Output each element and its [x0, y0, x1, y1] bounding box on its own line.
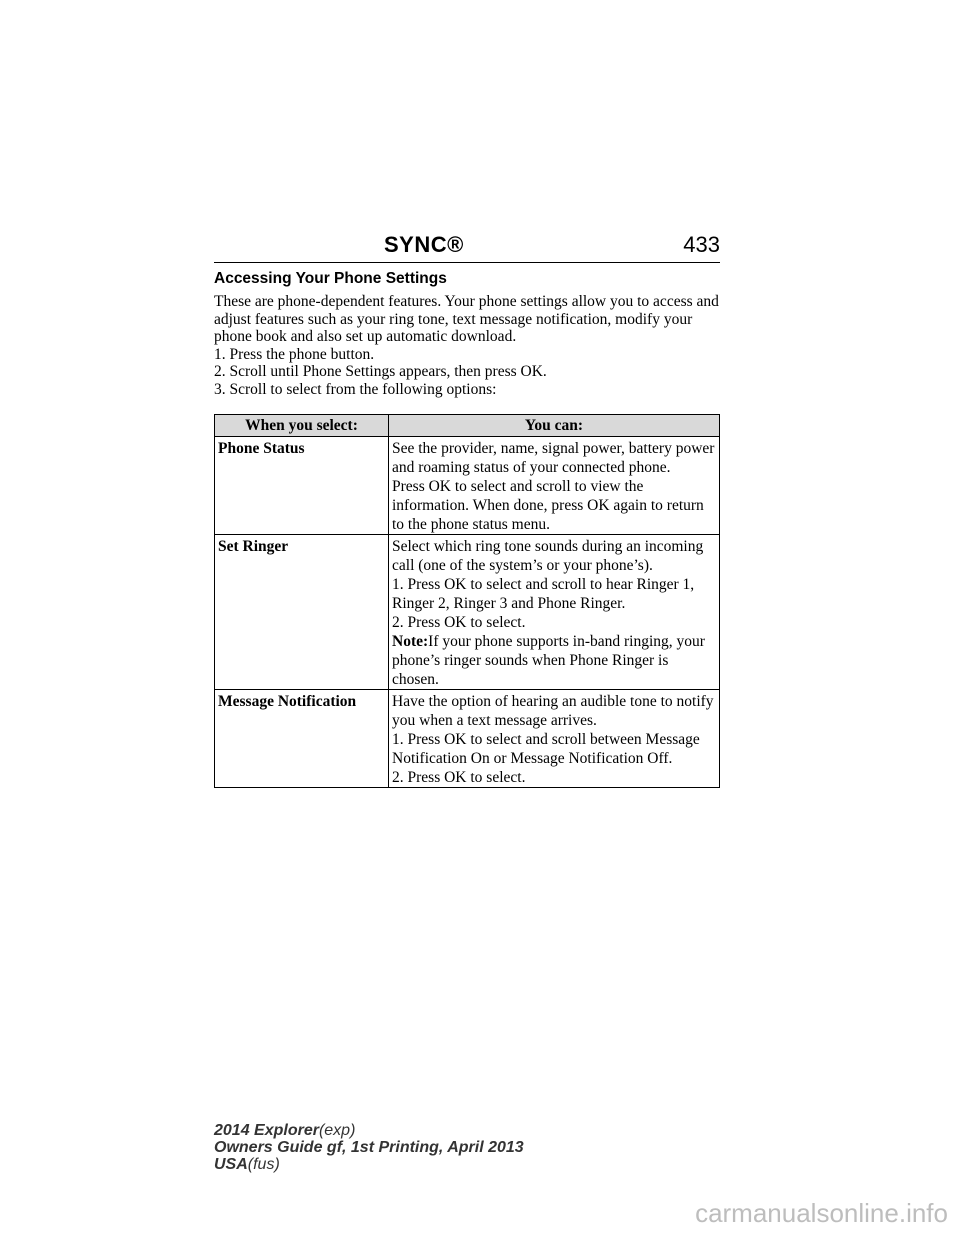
option-name: Message Notification [215, 690, 389, 788]
description-line: Select which ring tone sounds during an incoming call (one of the system’s or your phone’s). [392, 538, 704, 574]
footer-market: USA [214, 1156, 248, 1173]
description-line: 1. Press OK to select and scroll between Message Notification On or Message Notification Off. [392, 731, 700, 767]
option-name: Phone Status [215, 437, 389, 535]
description-line: Press OK to select and scroll to view the information. When done, press OK again to return to the phone status menu. [392, 478, 704, 533]
step-2: 2. Scroll until Phone Settings appears, then press OK. [214, 363, 547, 381]
intro-paragraph: These are phone-dependent features. Your phone settings allow you to access and adjust features such as your ring tone, text message notification, modify your phone book and also set up automatic download. [214, 293, 719, 346]
description-line: See the provider, name, signal power, battery power and roaming status of your connected phone. [392, 440, 715, 476]
table-row-set-ringer [215, 535, 720, 690]
column-header-select: When you select: [215, 415, 389, 437]
page-header [214, 232, 720, 263]
note-text: If your phone supports in-band ringing, your phone’s ringer sounds when Phone Ringer is chosen. [392, 633, 705, 688]
table-row-phone-status [215, 437, 720, 535]
page-title: SYNC® [384, 232, 464, 257]
footer-market-code: (fus) [247, 1156, 280, 1173]
description-line: 2. Press OK to select. [392, 769, 526, 786]
step-1: 1. Press the phone button. [214, 345, 375, 363]
option-description [389, 690, 720, 788]
intro-text [214, 293, 724, 399]
footer-line-3 [214, 1156, 524, 1173]
description-line: 2. Press OK to select. [392, 614, 526, 631]
footer-model: 2014 Explorer [214, 1122, 319, 1139]
column-header-can: You can: [389, 415, 720, 437]
watermark: carmanualsonline.info [695, 1198, 948, 1228]
footer-line-1 [214, 1122, 524, 1139]
table-row-message-notification [215, 690, 720, 788]
description-line: Have the option of hearing an audible tone to notify you when a text message arrives. [392, 693, 714, 729]
option-description [389, 535, 720, 690]
table-header-row [215, 415, 720, 437]
options-table [214, 414, 720, 788]
option-name: Set Ringer [215, 535, 389, 690]
note [392, 632, 715, 689]
option-description [389, 437, 720, 535]
document-footer [214, 1122, 524, 1173]
footer-line-2: Owners Guide gf, 1st Printing, April 2013 [214, 1139, 524, 1156]
section-heading: Accessing Your Phone Settings [214, 270, 447, 287]
note-label: Note: [392, 633, 429, 650]
description-line: 1. Press OK to select and scroll to hear Ringer 1, Ringer 2, Ringer 3 and Phone Ringer. [392, 576, 695, 612]
page-number: 433 [683, 232, 720, 257]
step-3: 3. Scroll to select from the following options: [214, 380, 497, 398]
footer-model-code: (exp) [318, 1122, 356, 1139]
